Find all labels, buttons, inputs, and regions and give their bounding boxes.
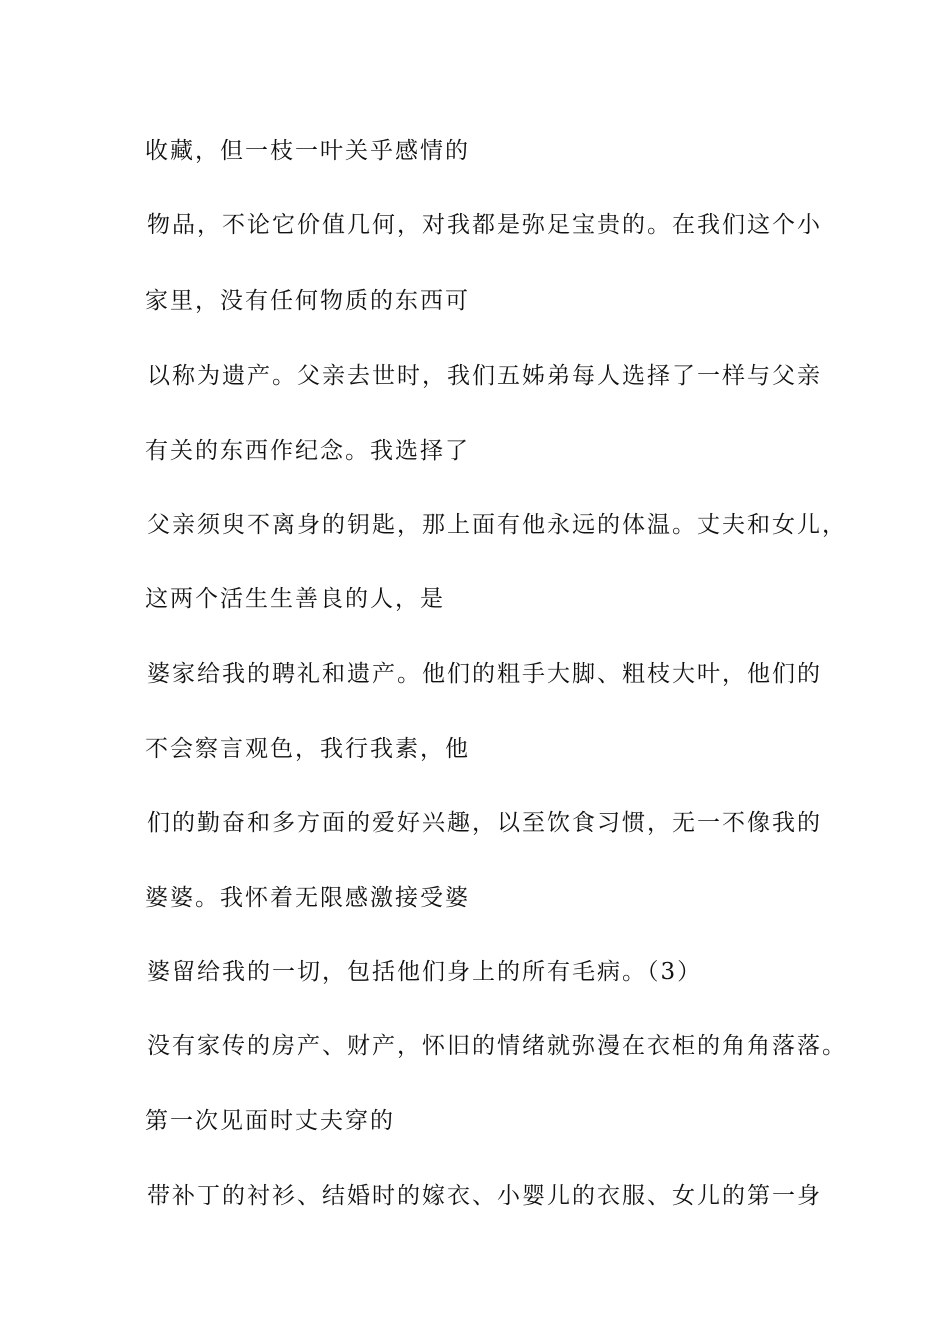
text-line: 这两个活生生善良的人，是: [145, 586, 445, 612]
text-line: 不会察言观色，我行我素，他: [145, 736, 470, 762]
text-line: 婆留给我的一切，包括他们身上的所有毛病。（3）: [147, 959, 703, 985]
text-line: 没有家传的房产、财产，怀旧的情绪就弥漫在衣柜的角角落落。: [147, 1033, 847, 1059]
text-line: 收藏，但一枝一叶关乎感情的: [145, 138, 470, 164]
text-line: 有关的东西作纪念。我选择了: [145, 438, 470, 464]
text-line: 家里，没有任何物质的东西可: [145, 288, 470, 314]
text-line: 以称为遗产。父亲去世时，我们五姊弟每人选择了一样与父亲: [147, 363, 822, 389]
text-line: 婆婆。我怀着无限感激接受婆: [145, 885, 470, 911]
text-line: 们的勤奋和多方面的爱好兴趣，以至饮食习惯，无一不像我的: [147, 810, 822, 836]
text-line: 父亲须臾不离身的钥匙，那上面有他永远的体温。丈夫和女儿，: [147, 512, 847, 538]
text-line: 物品，不论它价值几何，对我都是弥足宝贵的。在我们这个小: [147, 212, 822, 238]
text-line: 带补丁的衬衫、结婚时的嫁衣、小婴儿的衣服、女儿的第一身: [147, 1183, 822, 1209]
text-line: 婆家给我的聘礼和遗产。他们的粗手大脚、粗枝大叶，他们的: [147, 661, 822, 687]
text-line: 第一次见面时丈夫穿的: [145, 1108, 395, 1134]
